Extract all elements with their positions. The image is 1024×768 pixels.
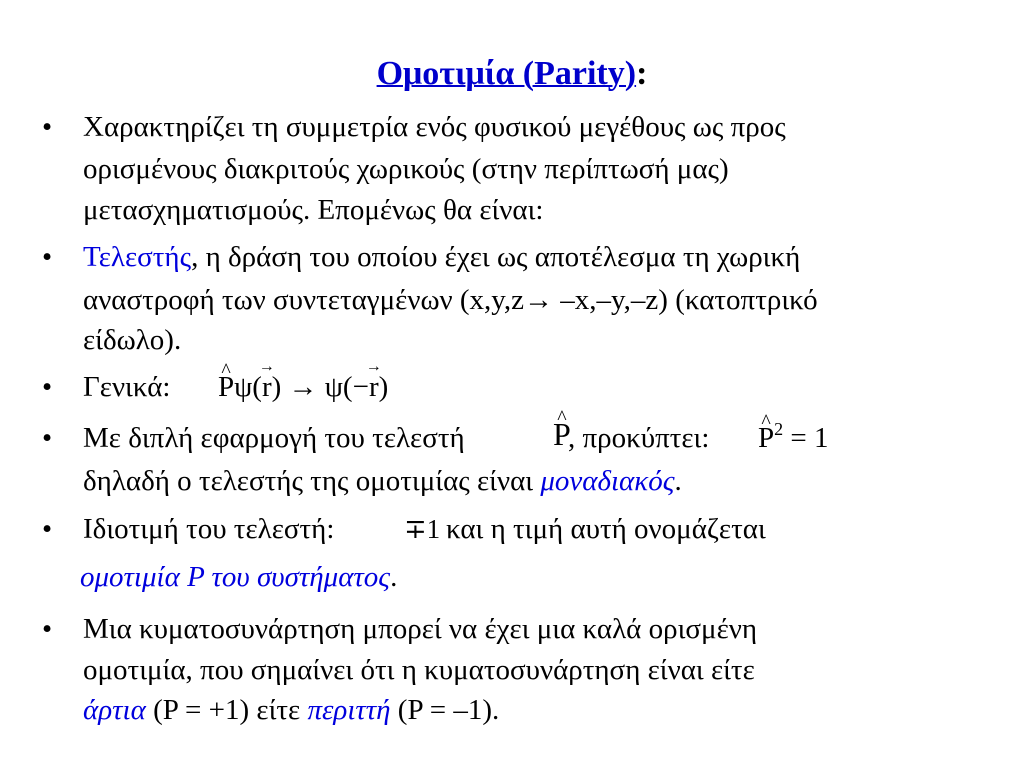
operator-term: Τελεστής [83,241,192,273]
bullet-4-line-2-pre: δηλαδή ο τελεστής της ομοτιμίας είναι [83,465,541,497]
bullet-1-line-3: μετασχηματισμούς. Επομένως θα είναι: [83,194,544,226]
unitary-term: μοναδιακός [540,465,675,497]
even-value: (P = +1) είτε [145,694,308,726]
odd-value: (P = –1). [390,694,500,726]
slide-title [0,52,1024,96]
p-hat-squared: ^ P [758,418,774,458]
bullet-5-line-2 [80,557,397,597]
map-arrow-psi: ) → ψ(− [271,371,369,403]
bullet-6-marker: • [42,613,53,645]
r-vector-1: → r [262,367,272,407]
exponent-2: 2 [774,419,784,439]
bullet-2-line-1-rest: , η δράση του οποίου έχει ως αποτέλεσμα τη χωρική [191,241,801,273]
bullet-6-line-3 [83,690,499,730]
bullet-1-line-1: Χαρακτηρίζει τη συμμετρία ενός φυσικού μεγέθους ως προς [83,111,786,143]
bullet-2-marker: • [42,241,53,273]
bullet-1-line-2: ορισμένους διακριτούς χωρικούς (στην περίπτωσή μας) [83,153,729,185]
bullet-5-text-1: Ιδιοτιμή του τελεστή: [83,513,335,545]
title-link[interactable]: Ομοτιμία (Parity) [376,55,637,92]
bullet-4-marker: • [42,422,53,454]
bullet-5-text-2: και η τιμή αυτή ονομάζεται [446,513,766,545]
r-vector-2: → r [369,367,379,407]
psi-open: ψ( [234,371,262,403]
equals-one: = 1 [783,422,829,454]
p-squared-equation [758,418,829,458]
bullet-6-line-1: Μια κυματοσυνάρτηση μπορεί να έχει μια καλά ορισμένη [83,613,758,645]
bullet-2-line-2: αναστροφή των συντεταγμένων (x,y,z→ –x,–y,–z) (κατοπτρικό [83,284,818,316]
bullet-5-marker: • [42,513,53,545]
odd-term: περιττή [307,694,391,726]
system-parity-term: ομοτιμία P του συστήματος [80,561,391,593]
bullet-4-line-2-post: . [674,465,682,497]
bullet-4-text-2: , προκύπτει: [568,422,710,454]
title-suffix: : [636,55,648,92]
bullet-2-line-3: είδωλο). [83,324,182,356]
p-hat-operator: ^ P [218,367,234,407]
bullet-3-marker: • [42,371,53,403]
bullet-2-line-1 [83,237,800,277]
bullet-5-line-2-post: . [390,561,398,593]
bullet-4-line-2 [83,461,682,501]
bullet-6-line-2: ομοτιμία, που σημαίνει ότι η κυματοσυνάρτηση είναι είτε [83,654,755,686]
even-term: άρτια [83,694,146,726]
eigenvalue-minus-plus-one: ∓1 [404,514,441,544]
psi-close: ) [378,371,389,403]
bullet-4-line-1 [83,418,465,458]
bullet-4-text-1: Με διπλή εφαρμογή του τελεστή [83,422,465,454]
bullet-3-label: Γενικά: [83,371,171,403]
bullet-1-marker: • [42,111,53,143]
p-hat-operator-2: ^ P [553,414,571,454]
parity-action-equation [218,367,388,407]
